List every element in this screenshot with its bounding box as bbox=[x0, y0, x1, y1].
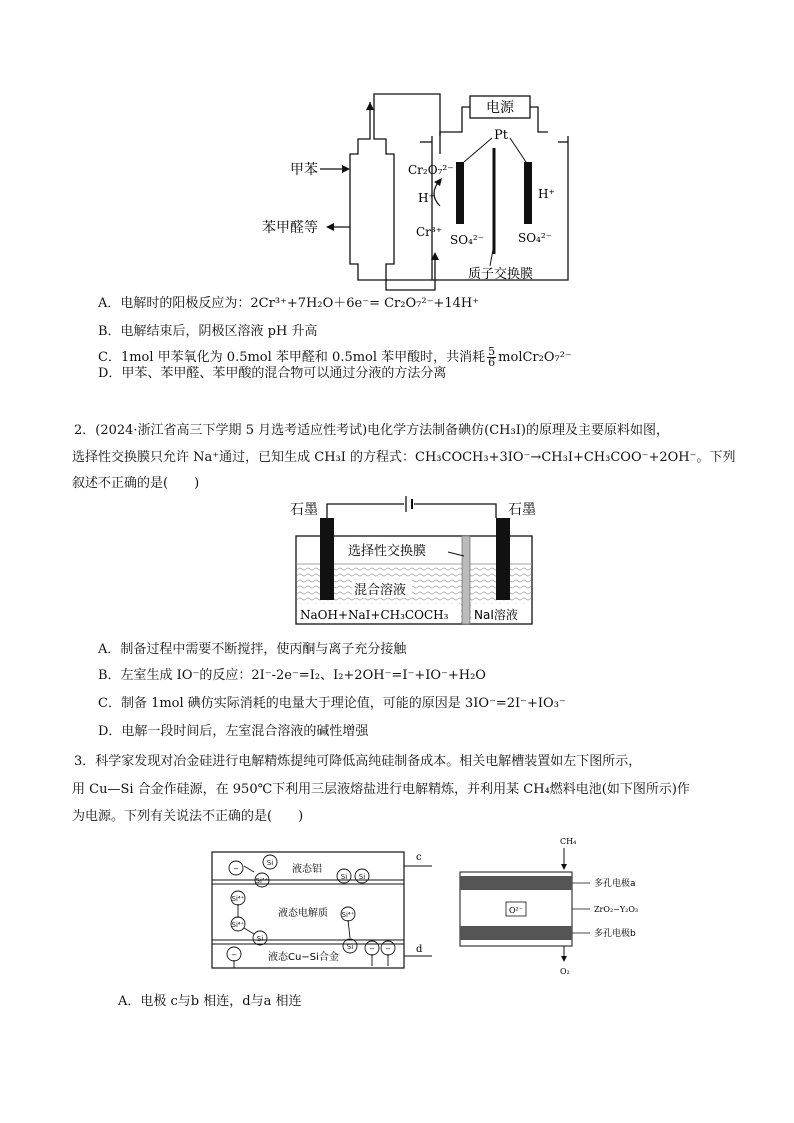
svg-text:质子交换膜: 质子交换膜 bbox=[468, 267, 534, 282]
svg-text:液态电解质: 液态电解质 bbox=[278, 908, 328, 919]
q2-stem-line3: 叙述不正确的是( ) bbox=[72, 476, 200, 491]
svg-text:CH₄: CH₄ bbox=[560, 837, 577, 846]
svg-text:Pt: Pt bbox=[494, 128, 508, 143]
svg-text:Si: Si bbox=[358, 873, 366, 881]
svg-text:选择性交换膜: 选择性交换膜 bbox=[348, 544, 427, 559]
svg-text:石墨: 石墨 bbox=[290, 502, 318, 518]
anode-electrode bbox=[456, 162, 464, 224]
left-graphite-electrode bbox=[320, 518, 334, 600]
svg-text:Si: Si bbox=[340, 873, 348, 881]
silicon-refining-cell-diagram bbox=[208, 848, 438, 972]
right-graphite-electrode bbox=[496, 518, 510, 600]
svg-text:H⁺: H⁺ bbox=[418, 191, 435, 205]
svg-text:Si: Si bbox=[346, 943, 354, 951]
svg-text:SO₄²⁻: SO₄²⁻ bbox=[518, 231, 553, 245]
q1-option-a: A．电解时的阳极反应为：2Cr³⁺+7H₂O＋6e⁻= Cr₂O₇²⁻+14H⁺ bbox=[98, 296, 480, 311]
svg-text:Si⁴⁺: Si⁴⁺ bbox=[341, 911, 355, 919]
svg-text:ZrO₂−Y₂O₃: ZrO₂−Y₂O₃ bbox=[594, 905, 639, 914]
q2-option-d: D．电解一段时间后，左室混合溶液的碱性增强 bbox=[98, 724, 369, 739]
svg-text:−: − bbox=[231, 951, 237, 959]
cathode-electrode bbox=[524, 162, 532, 224]
svg-text:NaOH+NaI+CH₃COCH₃: NaOH+NaI+CH₃COCH₃ bbox=[300, 608, 449, 622]
power-label: 电源 bbox=[486, 100, 514, 116]
q2-option-c: C．制备 1mol 碘仿实际消耗的电量大于理论值，可能的原因是 3IO⁻=2I⁻+IO₃⁻ bbox=[98, 696, 566, 711]
svg-text:Cr³⁺: Cr³⁺ bbox=[416, 225, 443, 239]
q3-option-a: A．电极 c与b 相连，d与a 相连 bbox=[118, 994, 302, 1009]
methane-fuel-cell-diagram bbox=[456, 832, 686, 980]
svg-text:NaI溶液: NaI溶液 bbox=[474, 608, 518, 622]
svg-text:石墨: 石墨 bbox=[508, 502, 536, 518]
svg-text:c: c bbox=[416, 852, 422, 863]
svg-text:液态铝: 液态铝 bbox=[292, 864, 322, 875]
porous-electrode-b bbox=[460, 926, 572, 940]
svg-text:−: − bbox=[233, 865, 239, 873]
q3-stem-line1: 3．科学家发现对冶金硅进行电解精炼提纯可降低高纯硅制备成本。相关电解槽装置如左下图所示， bbox=[74, 754, 642, 769]
svg-text:−: − bbox=[385, 945, 391, 953]
q3-stem-line3: 为电源。下列有关说法不正确的是( ) bbox=[72, 809, 304, 824]
porous-electrode-a bbox=[460, 876, 572, 890]
svg-text:Cr₂O₇²⁻: Cr₂O₇²⁻ bbox=[408, 163, 454, 177]
q2-stem-line1: 2．(2024·浙江省高三下学期 5 月选考适应性考试)电化学方法制备碘仿(CH₃I)的原理及主要原料如图， bbox=[74, 423, 669, 438]
q3-stem-line2: 用 Cu—Si 合金作硅源，在 950℃下利用三层液熔盐进行电解精炼，并利用某 CH₄燃料电池(如下图所示)作 bbox=[72, 782, 690, 797]
svg-text:O₂: O₂ bbox=[560, 967, 570, 976]
svg-text:−: − bbox=[369, 945, 375, 953]
svg-text:液态Cu−Si合金: 液态Cu−Si合金 bbox=[268, 952, 339, 963]
q1-option-b: B．电解结束后，阴极区溶液 pH 升高 bbox=[98, 324, 318, 339]
svg-text:d: d bbox=[416, 944, 423, 955]
svg-text:Si⁴⁺: Si⁴⁺ bbox=[231, 895, 245, 903]
svg-text:Si: Si bbox=[256, 935, 264, 943]
svg-text:Si⁴⁺: Si⁴⁺ bbox=[231, 921, 245, 929]
q2-option-a: A．制备过程中需要不断搅拌，使丙酮与离子充分接触 bbox=[98, 642, 407, 657]
iodoform-electrolysis-diagram bbox=[282, 494, 542, 626]
svg-text:O²⁻: O²⁻ bbox=[509, 906, 523, 915]
svg-text:SO₄²⁻: SO₄²⁻ bbox=[450, 233, 485, 247]
svg-text:Si⁴⁺: Si⁴⁺ bbox=[255, 877, 269, 885]
svg-text:多孔电极a: 多孔电极a bbox=[594, 879, 636, 889]
svg-text:甲苯: 甲苯 bbox=[290, 162, 318, 178]
q2-stem-line2: 选择性交换膜只允许 Na⁺通过，已知生成 CH₃I 的方程式：CH₃COCH₃+3IO⁻→CH₃I+CH₃COO⁻+2OH⁻。下列 bbox=[72, 450, 736, 465]
q1-option-c: C．1mol 甲苯氧化为 0.5mol 苯甲醛和 0.5mol 苯甲酸时，共消耗 $\frac{5}{6}$ molCr₂O₇²⁻ bbox=[98, 345, 572, 369]
svg-text:H⁺: H⁺ bbox=[538, 187, 555, 201]
q2-option-b: B．左室生成 IO⁻的反应：2I⁻-2e⁻=I₂、I₂+2OH⁻=I⁻+IO⁻+H₂O bbox=[98, 668, 486, 683]
svg-text:苯甲醛等: 苯甲醛等 bbox=[262, 220, 318, 236]
toluene-electrolysis-diagram bbox=[262, 94, 590, 294]
svg-text:Si: Si bbox=[266, 859, 274, 867]
selective-exchange-membrane bbox=[462, 536, 470, 624]
svg-text:混合溶液: 混合溶液 bbox=[354, 583, 407, 598]
q1-option-d: D．甲苯、苯甲醛、苯甲酸的混合物可以通过分液的方法分离 bbox=[98, 366, 447, 381]
svg-text:多孔电极b: 多孔电极b bbox=[594, 929, 636, 939]
